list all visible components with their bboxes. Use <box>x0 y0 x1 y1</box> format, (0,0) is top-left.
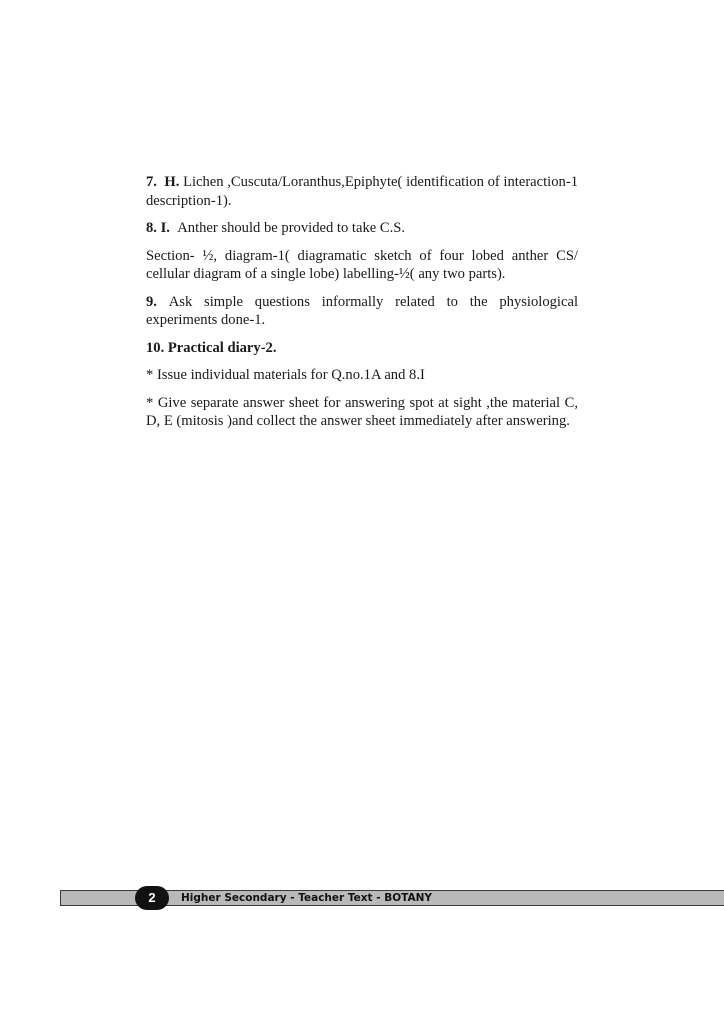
item-text: Section- ½, diagram-1( diagramatic sketch of four lobed anther CS/ cellular diagram of a single lobe) labelling-½( any two parts). <box>146 247 578 282</box>
item-8-section <box>146 247 578 284</box>
note-answer-sheet <box>146 394 578 431</box>
item-10 <box>146 339 578 358</box>
item-7 <box>146 173 578 210</box>
page-content <box>146 173 578 440</box>
item-number: 9. <box>146 293 157 310</box>
note-text: * Issue individual materials for Q.no.1A and 8.I <box>146 367 425 383</box>
item-text: Ask simple questions informally related to the physiological experiments done-1. <box>146 293 578 328</box>
note-text: * Give separate answer sheet for answering spot at sight ,the material C, D, E (mitosis )and collect the answer sheet immediately after answering. <box>146 394 578 429</box>
item-number: 7. <box>146 174 157 190</box>
footer-title: Higher Secondary - Teacher Text - BOTANY <box>181 892 432 904</box>
item-label: I. <box>160 220 170 236</box>
item-text: Lichen ,Cuscuta/Loranthus,Epiphyte( identification of interaction-1 description-1). <box>146 174 578 209</box>
item-text: Anther should be provided to take C.S. <box>177 220 406 236</box>
item-number: 8. <box>146 220 157 236</box>
item-heading: 10. Practical diary-2. <box>146 339 277 356</box>
item-label: H. <box>164 174 180 190</box>
note-issue-materials <box>146 366 578 385</box>
item-9 <box>146 293 578 330</box>
page-number: 2 <box>135 886 169 910</box>
item-8 <box>146 219 578 238</box>
